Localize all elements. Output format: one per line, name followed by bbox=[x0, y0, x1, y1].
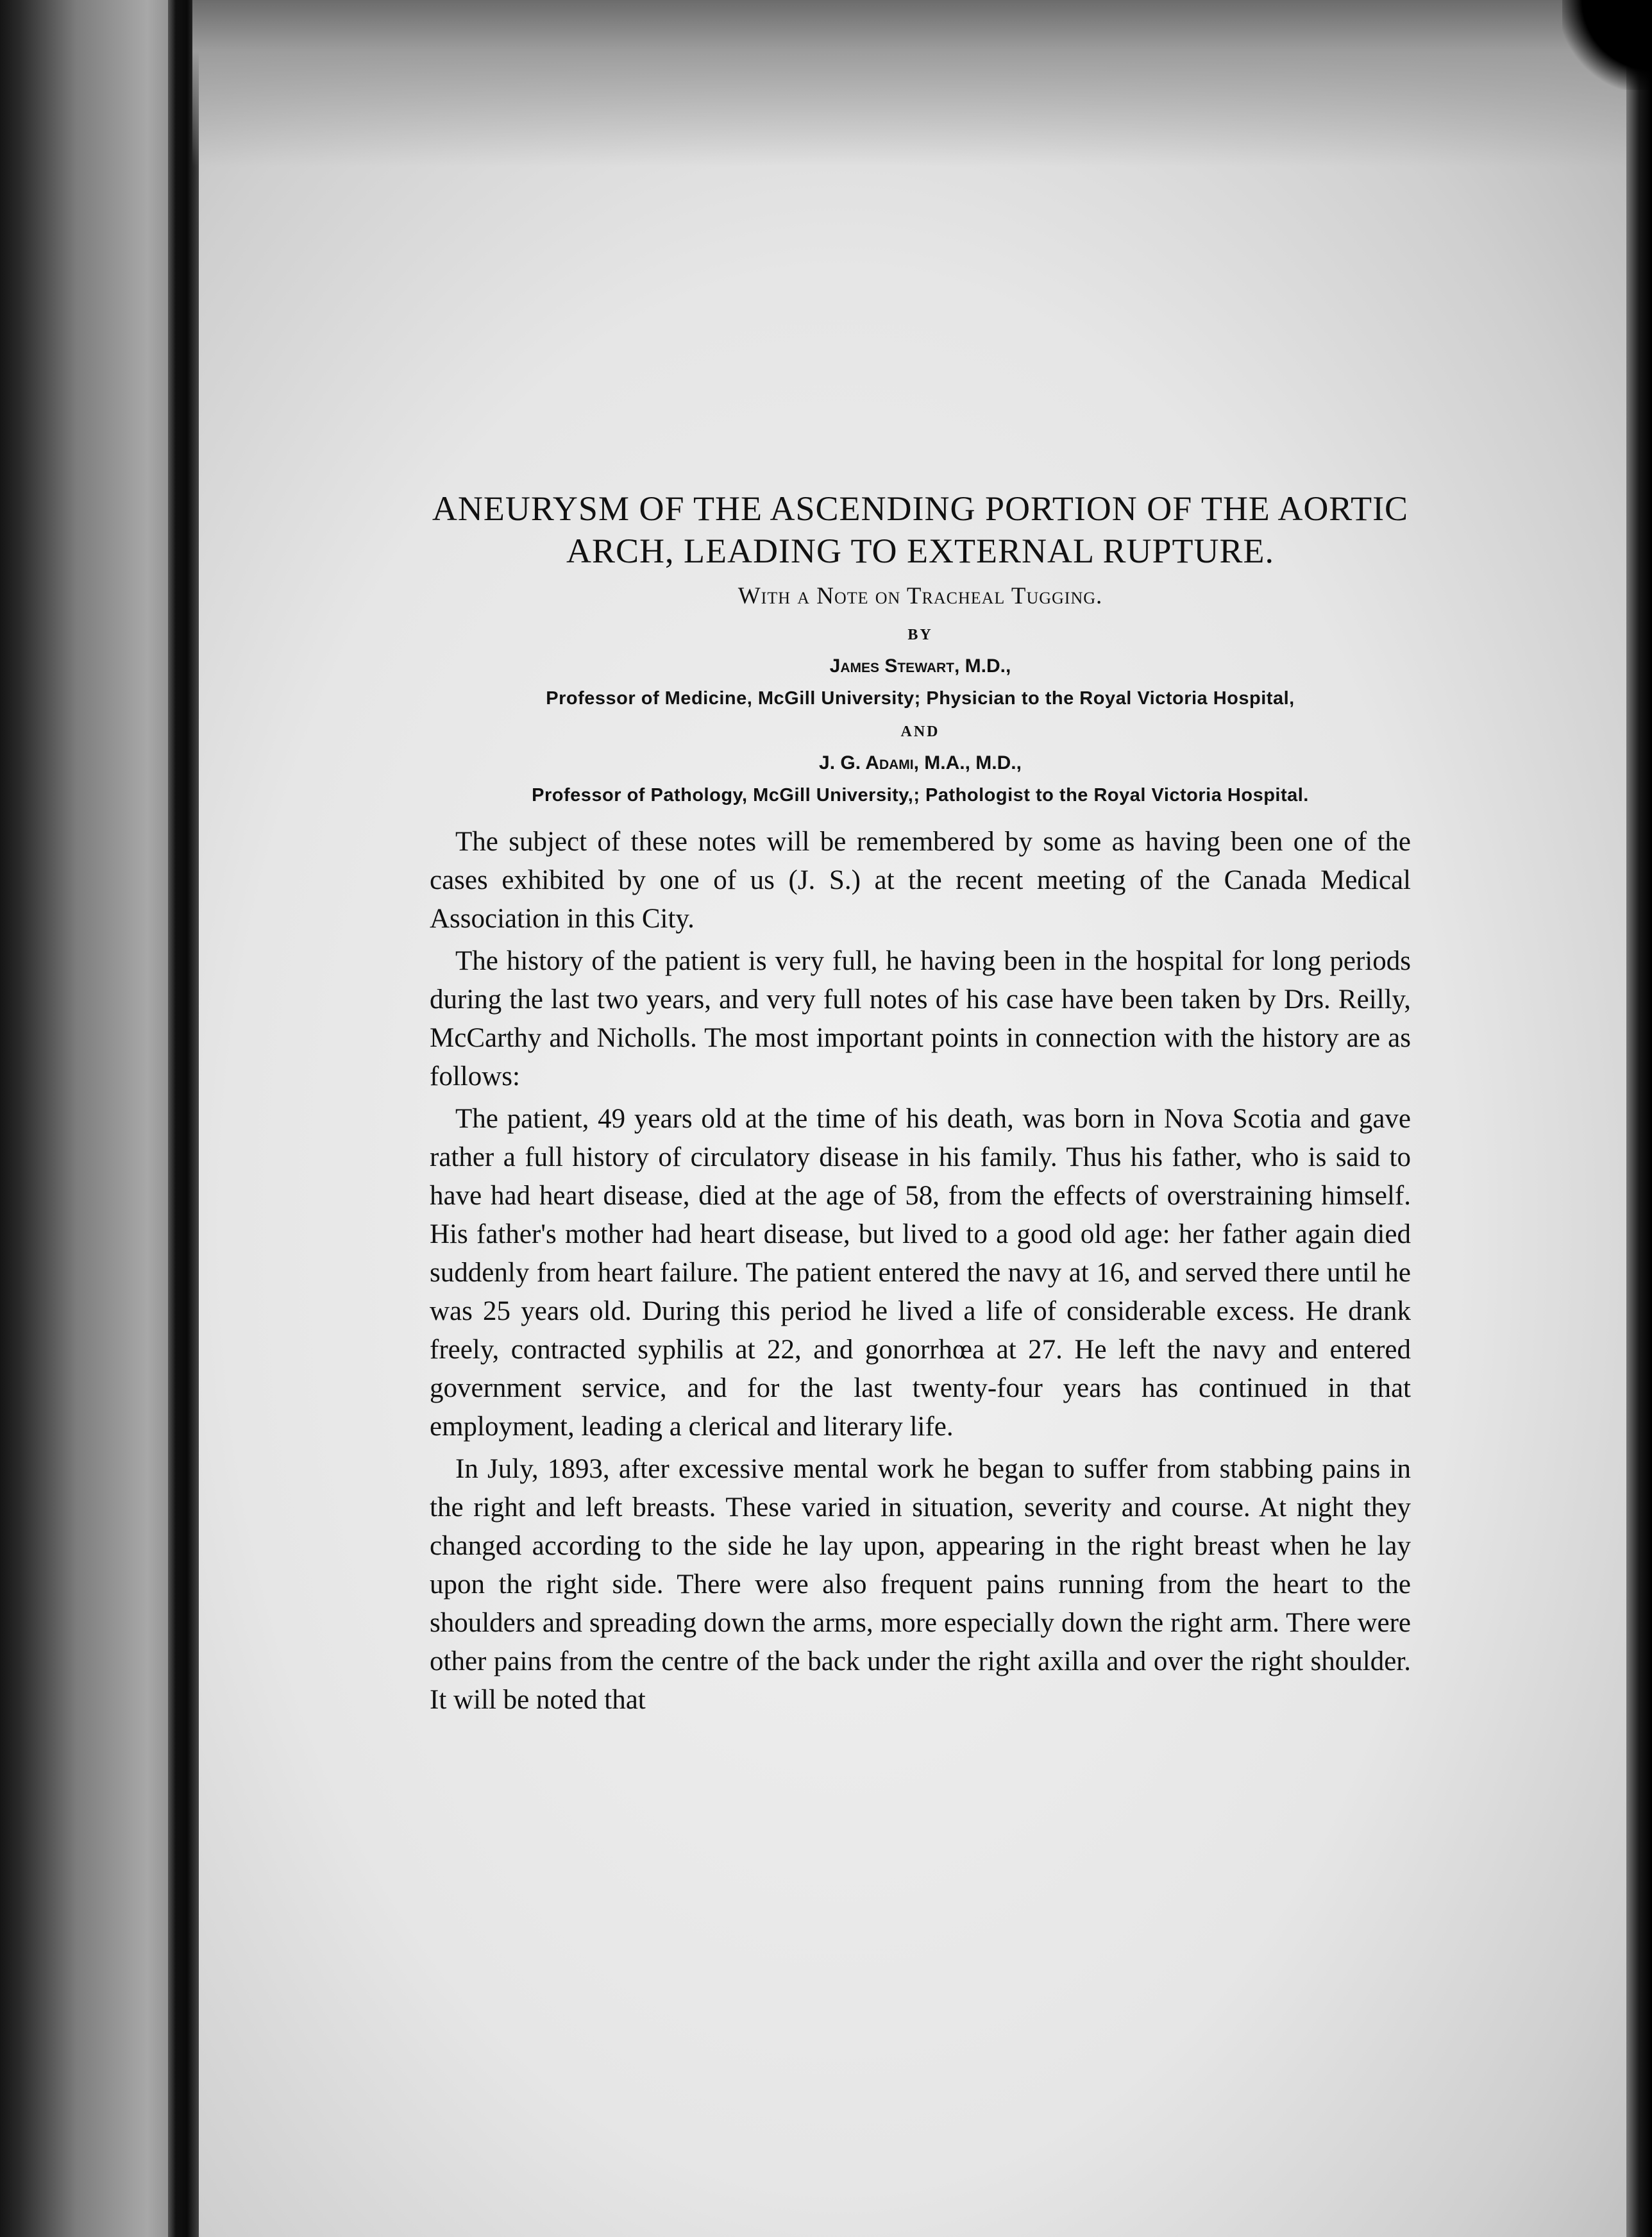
article-body bbox=[430, 823, 1411, 1719]
author-1-name: James Stewart, M.D., bbox=[829, 655, 1011, 677]
author-2-name: J. G. Adami, M.A., M.D., bbox=[819, 752, 1022, 773]
right-page-edge bbox=[1626, 0, 1652, 2237]
article-subtitle: With a Note on Tracheal Tugging. bbox=[738, 583, 1103, 609]
paragraph: The patient, 49 years old at the time of his death, was born in Nova Scotia and gave rather a full history of circulatory disease in his family. Thus his father, who is said to have had heart disease, died at the age of 58, from the effects of overstraining himself. His father's mother had heart disease, but lived to a good old age: her father again died suddenly from heart failure. The patient entered the navy at 16, and served there until he was 25 years old. During this period he lived a life of considerable excess. He drank freely, contracted syphilis at 22, and gonorrhœa at 27. He left the navy and entered government service, and for the last twenty-four years has continued in that employment, leading a clerical and literary life. bbox=[430, 1104, 1411, 1442]
article bbox=[430, 487, 1411, 1723]
author-1-affiliation: Professor of Medicine, McGill University; Physician to the Royal Victoria Hospital, bbox=[546, 688, 1295, 709]
paragraph: The subject of these notes will be remembered by some as having been one of the cases exhibited by one of us (J. S.) at the recent meeting of the Canada Medical Association in this City. bbox=[430, 827, 1411, 934]
author-2-affiliation: Professor of Pathology, McGill University,; Pathologist to the Royal Victoria Hospital. bbox=[532, 785, 1309, 806]
article-title: ANEURYSM OF THE ASCENDING PORTION OF THE AORTIC ARCH, LEADING TO EXTERNAL RUPTURE. bbox=[432, 489, 1409, 570]
byline-by: BY bbox=[907, 627, 933, 643]
scan-shadow bbox=[192, 0, 1633, 167]
scan-corner-shadow bbox=[1562, 0, 1652, 90]
page-gutter bbox=[168, 0, 199, 2237]
paragraph: The history of the patient is very full, he having been in the hospital for long periods during the last two years, and very full notes of his case have been taken by Drs. Reilly, McCarthy and Nicholls. The most important points in connection with the history are as follows: bbox=[430, 946, 1411, 1092]
previous-page-edge bbox=[0, 0, 187, 2237]
byline-and: AND bbox=[900, 723, 940, 740]
paragraph: In July, 1893, after excessive mental work he began to suffer from stabbing pains in the right and left breasts. These varied in situation, severity and course. At night they changed according to the side he lay upon, appearing in the right breast when he lay upon the right side. There were also frequent pains running from the heart to the shoulders and spreading down the arms, more especially down the right arm. There were other pains from the centre of the back under the right axilla and over the right shoulder. It will be noted that bbox=[430, 1454, 1411, 1715]
